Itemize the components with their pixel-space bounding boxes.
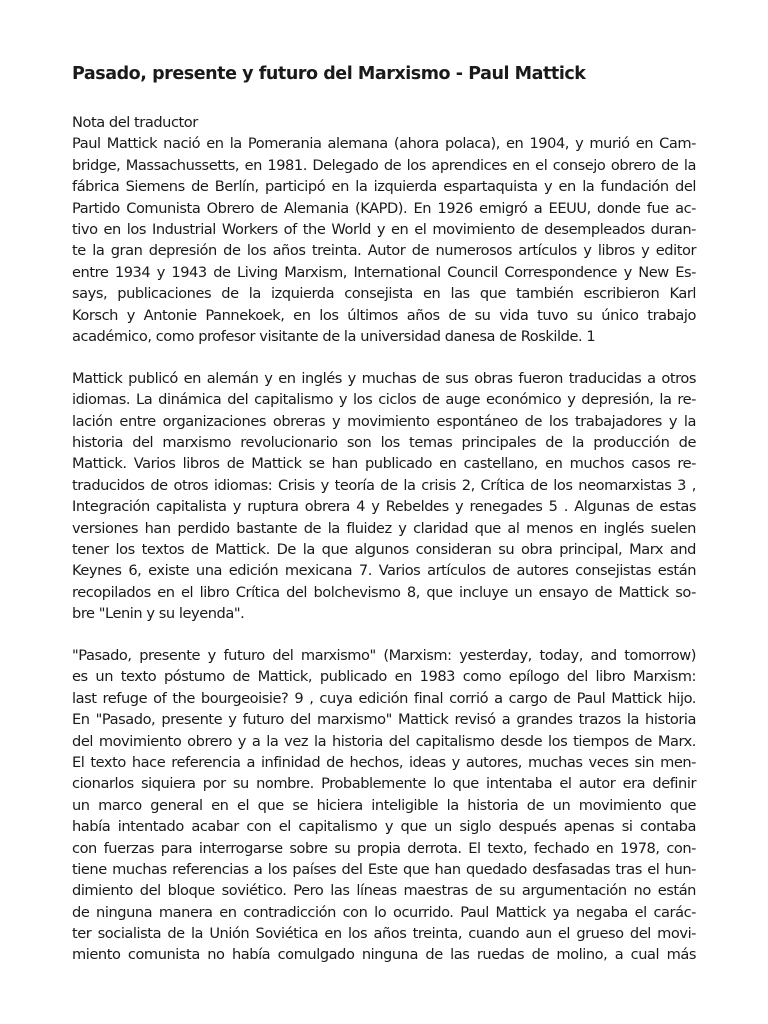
text-line: es un texto póstumo de Mattick, publicado en 1983 como epílogo del libro Marxism:: [72, 668, 696, 686]
document-body: [72, 112, 696, 966]
text-line: last refuge of the bourgeoisie? 9 , cuya edición final corrió a cargo de Paul Mattick hijo.: [72, 689, 696, 707]
text-line: tiene muchas referencias a los países del Este que han quedado desfasadas tras el hun-: [72, 860, 696, 878]
text-line: recopilados en el libro Crítica del bolchevismo 8, que incluye un ensayo de Mattick so-: [72, 583, 696, 601]
text-line: del movimiento obrero y a la vez la historia del capitalismo desde los tiempos de Marx.: [72, 732, 696, 750]
text-line: cionarlos siquiera por su nombre. Probablemente lo que intentaba el autor era definir: [72, 775, 696, 793]
text-line: entre 1934 y 1943 de Living Marxism, International Council Correspondence y New Es-: [72, 263, 696, 281]
text-line: El texto hace referencia a infinidad de hechos, ideas y autores, muchas veces sin men-: [72, 753, 696, 771]
text-line: Keynes 6, existe una edición mexicana 7. Varios artículos de autores consejistas están: [72, 562, 696, 580]
text-line: bre "Lenin y su leyenda".: [72, 605, 245, 623]
paragraph: [72, 112, 696, 347]
text-line: "Pasado, presente y futuro del marxismo" (Marxism: yesterday, today, and tomorrow): [72, 646, 696, 664]
paragraph: [72, 368, 696, 625]
text-line: con fuerzas para interrogarse sobre su propia derrota. El texto, fechado en 1978, con-: [72, 839, 696, 857]
text-line: académico, como profesor visitante de la universidad danesa de Roskilde. 1: [72, 327, 596, 345]
text-line: Mattick publicó en alemán y en inglés y muchas de sus obras fueron traducidas a otros: [72, 369, 696, 387]
text-line: says, publicaciones de la izquierda consejista en las que también escribieron Karl: [72, 285, 696, 303]
text-line: de ninguna manera en contradicción con lo ocurrido. Paul Mattick ya negaba el carác-: [72, 903, 696, 921]
text-line: ter socialista de la Unión Soviética en los años treinta, cuando aun el grueso del movi-: [72, 925, 696, 943]
text-line: Partido Comunista Obrero de Alemania (KAPD). En 1926 emigró a EEUU, donde fue ac-: [72, 199, 696, 217]
text-line: un marco general en el que se hiciera inteligible la historia de un movimiento que: [72, 796, 696, 814]
text-line: Paul Mattick nació en la Pomerania alemana (ahora polaca), en 1904, y murió en Cam-: [72, 135, 696, 153]
text-line: te la gran depresión de los años treinta. Autor de numerosos artículos y libros y editor: [72, 242, 696, 260]
text-line: En "Pasado, presente y futuro del marxismo" Mattick revisó a grandes trazos la historia: [72, 711, 696, 729]
paragraph: [72, 645, 696, 966]
text-line: fábrica Siemens de Berlín, participó en la izquierda espartaquista y en la fundación del: [72, 178, 696, 196]
text-line: había intentado acabar con el capitalismo y que un siglo después apenas si contaba: [72, 818, 696, 836]
text-line: Korsch y Antonie Pannekoek, en los últimos años de su vida tuvo su único trabajo: [72, 306, 696, 324]
document-page: [72, 62, 696, 986]
text-line: bridge, Massachussetts, en 1981. Delegado de los aprendices en el consejo obrero de la: [72, 156, 696, 174]
text-line: Integración capitalista y ruptura obrera 4 y Rebeldes y renegades 5 . Algunas de estas: [72, 498, 696, 516]
text-line: tener los textos de Mattick. De la que algunos consideran su obra principal, Marx and: [72, 540, 696, 558]
text-line: lación entre organizaciones obreras y movimiento espontáneo de los trabajadores y la: [72, 412, 696, 430]
text-line: dimiento del bloque soviético. Pero las líneas maestras de su argumentación no están: [72, 882, 696, 900]
text-line: historia del marxismo revolucionario son los temas principales de la producción de: [72, 433, 696, 451]
text-line: miento comunista no había comulgado ninguna de las ruedas de molino, a cual más: [72, 946, 696, 964]
text-line: Nota del traductor: [72, 114, 198, 131]
document-title: Pasado, presente y futuro del Marxismo - Paul Mattick: [72, 64, 586, 84]
text-line: Mattick. Varios libros de Mattick se han publicado en castellano, en muchos casos re-: [72, 455, 696, 473]
text-line: tivo en los Industrial Workers of the World y en el movimiento de desempleados duran-: [72, 220, 696, 238]
text-line: idiomas. La dinámica del capitalismo y los ciclos de auge económico y depresión, la re-: [72, 391, 696, 409]
text-line: traducidos de otros idiomas: Crisis y teoría de la crisis 2, Crítica de los neomarxistas 3 ,: [72, 476, 696, 494]
text-line: versiones han perdido bastante de la fluidez y claridad que al menos en inglés suelen: [72, 519, 696, 537]
